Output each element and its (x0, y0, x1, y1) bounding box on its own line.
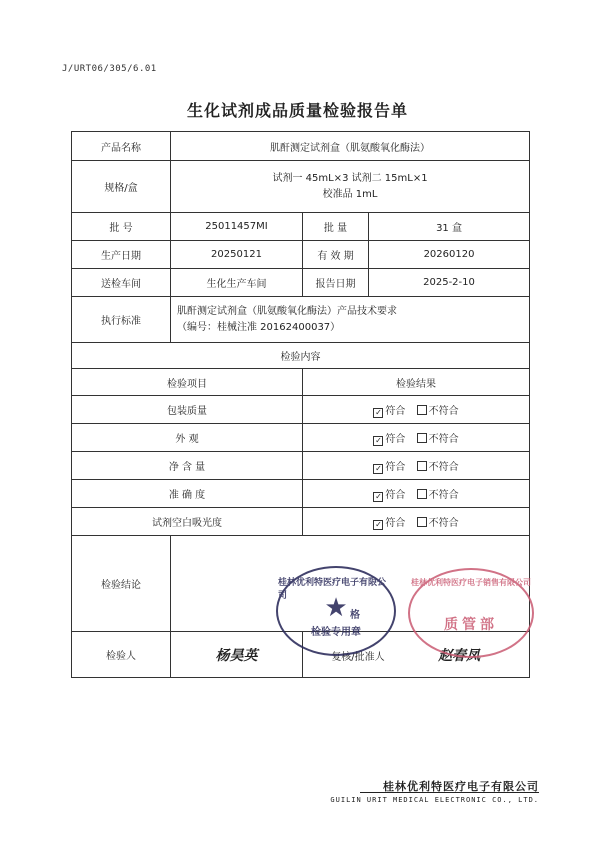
footer-company-cn: 桂林优利特医疗电子有限公司 (383, 780, 539, 793)
product-label: 产品名称 (72, 132, 171, 161)
item-name: 外 观 (72, 424, 303, 452)
row-inspection (72, 269, 530, 297)
quality-dept-stamp: 桂林优利特医疗电子销售有限公司 质管部 (408, 568, 534, 658)
document-code: J/URT06/305/6.01 (62, 64, 157, 74)
inspection-stamp: 桂林优利特医疗电子有限公司 ★ 格 检验专用章 (276, 566, 396, 656)
pass-option: ✓ 符合 (375, 489, 406, 501)
mfg-date-value: 20250121 (171, 241, 303, 269)
batch-value: 25011457MI (171, 213, 303, 241)
section-title: 检验内容 (72, 343, 530, 369)
mfg-date-label: 生产日期 (72, 241, 171, 269)
quantity-value: 31 盒 (369, 213, 530, 241)
column-item: 检验项目 (72, 369, 303, 396)
item-row (72, 424, 530, 452)
item-row (72, 480, 530, 508)
checked-box-icon: ✓ (375, 491, 382, 501)
item-name: 试剂空白吸光度 (72, 508, 303, 536)
row-standard (72, 297, 530, 343)
item-result (303, 508, 530, 536)
standard-line-1: 肌酐测定试剂盒（肌氨酸氧化酶法）产品技术要求 (177, 305, 397, 317)
conclusion-label: 检验结论 (72, 536, 171, 632)
row-dates (72, 241, 530, 269)
item-result (303, 480, 530, 508)
approver-label: 复核/批准人 (331, 651, 385, 663)
empty-box-icon (417, 517, 427, 527)
star-icon: ★ (324, 592, 348, 623)
spec-label: 规格/盒 (72, 161, 171, 213)
item-name: 净 含 量 (72, 452, 303, 480)
fail-option: 不符合 (417, 430, 459, 445)
item-result (303, 396, 530, 424)
fail-option: 不符合 (417, 486, 459, 501)
expiry-value: 20260120 (369, 241, 530, 269)
row-columns (72, 369, 530, 396)
product-value: 肌酐测定试剂盒（肌氨酸氧化酶法） (171, 132, 530, 161)
empty-box-icon (417, 489, 427, 499)
spec-line-2: 校准品 1mL (322, 188, 378, 200)
inspector-label: 检验人 (72, 632, 171, 678)
item-row (72, 396, 530, 424)
pass-option: ✓ 符合 (375, 433, 406, 445)
checked-box-icon: ✓ (375, 407, 382, 417)
standard-label: 执行标准 (72, 297, 171, 343)
standard-value (171, 297, 530, 343)
approver-signature: 赵春凤 (438, 647, 481, 664)
checked-box-icon: ✓ (375, 519, 382, 529)
footer-company-en: GUILIN URIT MEDICAL ELECTRONIC CO., LTD. (330, 796, 539, 804)
empty-box-icon (417, 433, 427, 443)
empty-box-icon (417, 461, 427, 471)
spec-line-1: 试剂一 45mL×3 试剂二 15mL×1 (272, 172, 428, 184)
empty-box-icon (417, 405, 427, 415)
quantity-label: 批 量 (303, 213, 369, 241)
checked-box-icon: ✓ (375, 463, 382, 473)
expiry-label: 有 效 期 (303, 241, 369, 269)
dept-label: 送检车间 (72, 269, 171, 297)
item-result (303, 424, 530, 452)
dept-value: 生化生产车间 (171, 269, 303, 297)
spec-value (171, 161, 530, 213)
batch-label: 批 号 (72, 213, 171, 241)
fail-option: 不符合 (417, 514, 459, 529)
fail-option: 不符合 (417, 458, 459, 473)
row-spec (72, 161, 530, 213)
fail-option: 不符合 (417, 402, 459, 417)
pass-option: ✓ 符合 (375, 405, 406, 417)
item-result (303, 452, 530, 480)
footer-divider (360, 792, 539, 793)
report-date-label: 报告日期 (303, 269, 369, 297)
report-title: 生化试剂成品质量检验报告单 (186, 101, 408, 120)
row-section-title (72, 343, 530, 369)
pass-option: ✓ 符合 (375, 461, 406, 473)
item-name: 包装质量 (72, 396, 303, 424)
column-result: 检验结果 (303, 369, 530, 396)
row-batch (72, 213, 530, 241)
item-row (72, 452, 530, 480)
checked-box-icon: ✓ (375, 435, 382, 445)
inspector-signature: 杨昊英 (171, 632, 303, 678)
pass-option: ✓ 符合 (375, 517, 406, 529)
report-date-value: 2025-2-10 (369, 269, 530, 297)
item-name: 准 确 度 (72, 480, 303, 508)
row-product (72, 132, 530, 161)
item-row (72, 508, 530, 536)
standard-line-2: （编号：桂械注准 20162400037） (177, 321, 341, 333)
